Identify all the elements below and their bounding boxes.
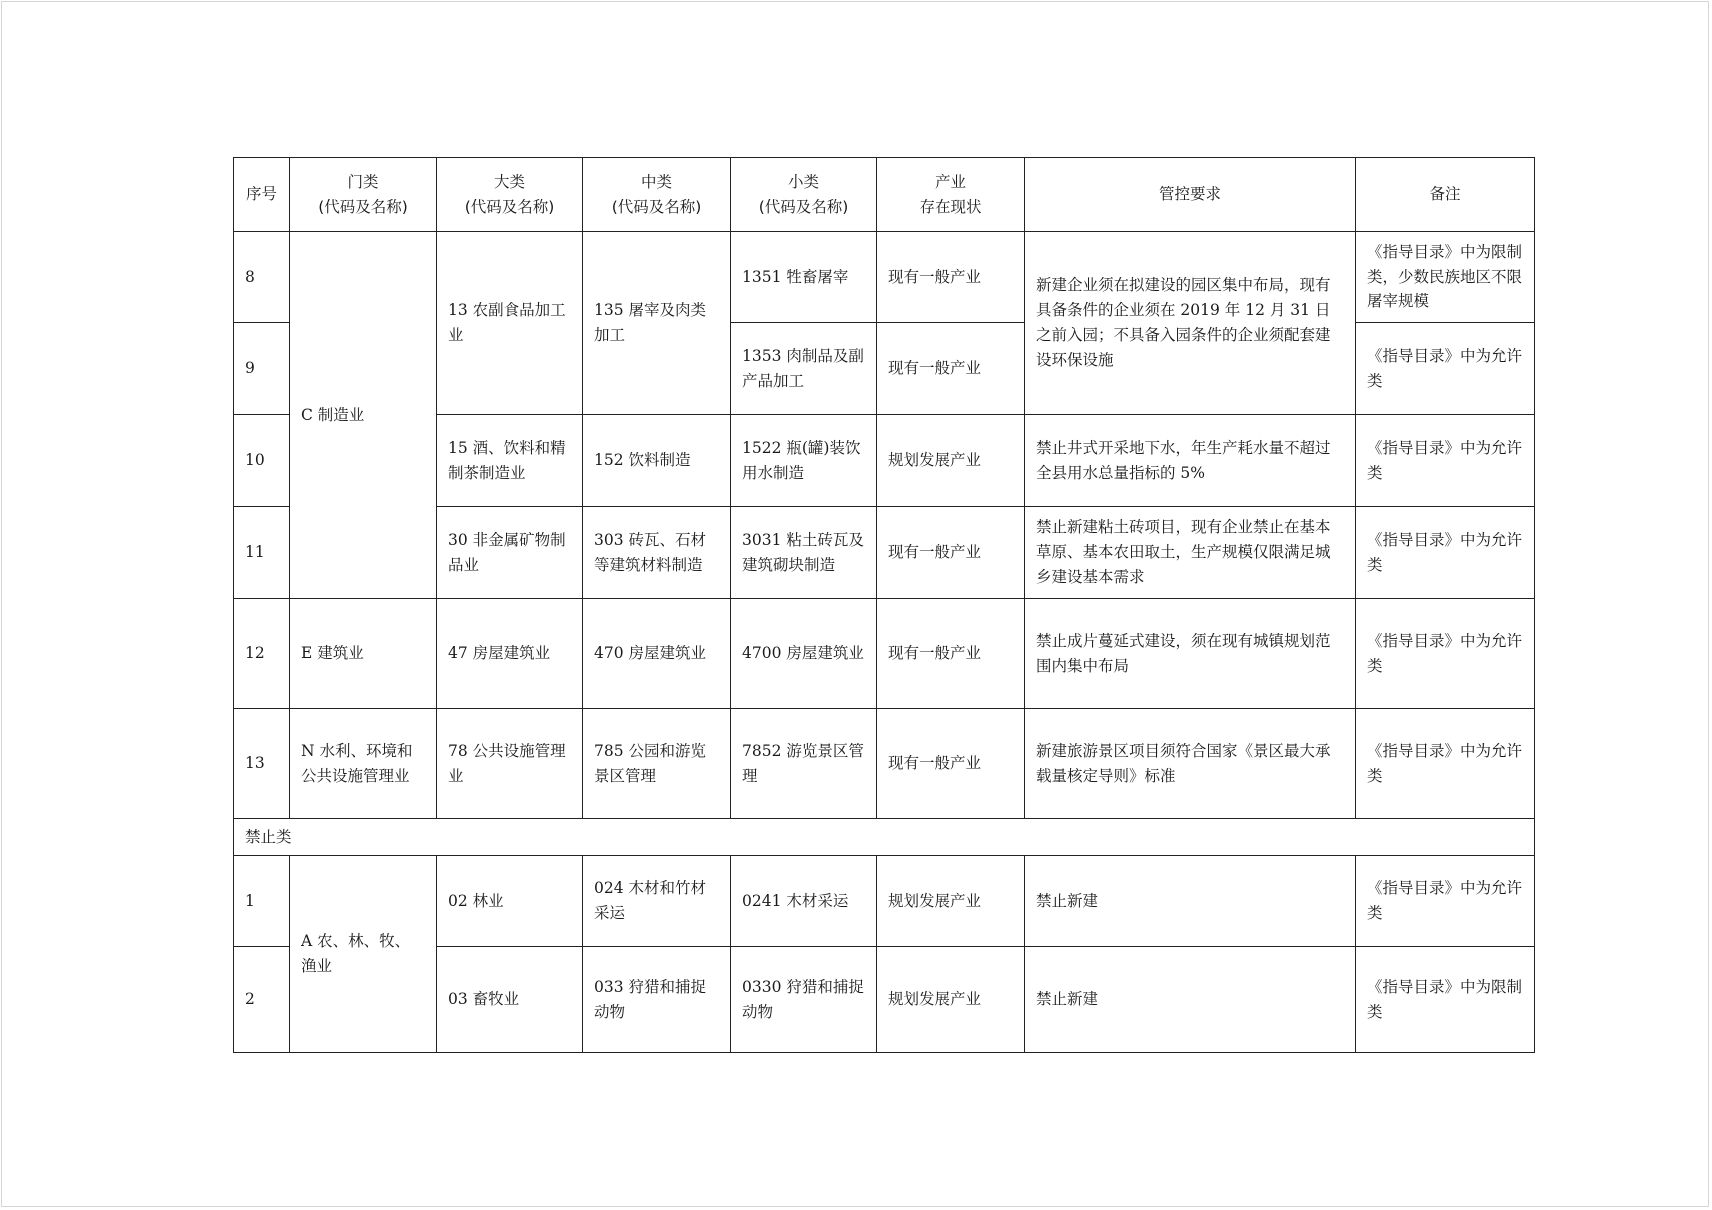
header-cell: 小类 (代码及名称)	[731, 158, 877, 232]
control-cell: 禁止新建	[1025, 856, 1356, 947]
dalei-cell: 15 酒、饮料和精制茶制造业	[437, 415, 583, 507]
note-cell: 《指导目录》中为允许类	[1356, 507, 1535, 599]
note-cell: 《指导目录》中为限制类，少数民族地区不限屠宰规模	[1356, 232, 1535, 323]
status-cell: 规划发展产业	[877, 415, 1025, 507]
menlei-cell: E 建筑业	[290, 599, 437, 709]
control-cell: 禁止新建粘土砖项目，现有企业禁止在基本草原、基本农田取土，生产规模仅限满足城乡建设基本需求	[1025, 507, 1356, 599]
xiaolei-cell: 1351 牲畜屠宰	[731, 232, 877, 323]
note-cell: 《指导目录》中为允许类	[1356, 599, 1535, 709]
control-cell: 禁止成片蔓延式建设，须在现有城镇规划范围内集中布局	[1025, 599, 1356, 709]
header-cell: 序号	[234, 158, 290, 232]
header-cell: 管控要求	[1025, 158, 1356, 232]
row-number: 9	[234, 323, 290, 415]
xiaolei-cell: 0330 狩猎和捕捉动物	[731, 947, 877, 1053]
menlei-cell: C 制造业	[290, 232, 437, 599]
header-cell: 备注	[1356, 158, 1535, 232]
table-row	[234, 856, 1535, 947]
note-cell: 《指导目录》中为允许类	[1356, 415, 1535, 507]
status-cell: 现有一般产业	[877, 232, 1025, 323]
row-number: 12	[234, 599, 290, 709]
row-number: 10	[234, 415, 290, 507]
xiaolei-cell: 3031 粘土砖瓦及建筑砌块制造	[731, 507, 877, 599]
header-cell: 中类 (代码及名称)	[583, 158, 731, 232]
row-number: 1	[234, 856, 290, 947]
section-row	[234, 819, 1535, 856]
control-cell: 禁止新建	[1025, 947, 1356, 1053]
zhonglei-cell: 033 狩猎和捕捉动物	[583, 947, 731, 1053]
table-row	[234, 709, 1535, 819]
control-cell: 禁止井式开采地下水，年生产耗水量不超过全县用水总量指标的 5%	[1025, 415, 1356, 507]
section-title: 禁止类	[234, 819, 1535, 856]
status-cell: 现有一般产业	[877, 709, 1025, 819]
zhonglei-cell: 470 房屋建筑业	[583, 599, 731, 709]
header-cell: 门类 (代码及名称)	[290, 158, 437, 232]
dalei-cell: 03 畜牧业	[437, 947, 583, 1053]
status-cell: 现有一般产业	[877, 323, 1025, 415]
note-cell: 《指导目录》中为允许类	[1356, 856, 1535, 947]
menlei-cell: A 农、林、牧、渔业	[290, 856, 437, 1053]
dalei-cell: 30 非金属矿物制品业	[437, 507, 583, 599]
dalei-cell: 02 林业	[437, 856, 583, 947]
table-row	[234, 599, 1535, 709]
menlei-cell: N 水利、环境和公共设施管理业	[290, 709, 437, 819]
zhonglei-cell: 303 砖瓦、石材等建筑材料制造	[583, 507, 731, 599]
industry-catalog-table	[233, 157, 1535, 1053]
note-cell: 《指导目录》中为限制类	[1356, 947, 1535, 1053]
dalei-cell: 78 公共设施管理业	[437, 709, 583, 819]
row-number: 11	[234, 507, 290, 599]
table-header-row	[234, 158, 1535, 232]
zhonglei-cell: 135 屠宰及肉类加工	[583, 232, 731, 415]
dalei-cell: 13 农副食品加工业	[437, 232, 583, 415]
header-cell: 大类 (代码及名称)	[437, 158, 583, 232]
status-cell: 规划发展产业	[877, 856, 1025, 947]
xiaolei-cell: 4700 房屋建筑业	[731, 599, 877, 709]
note-cell: 《指导目录》中为允许类	[1356, 709, 1535, 819]
xiaolei-cell: 0241 木材采运	[731, 856, 877, 947]
zhonglei-cell: 785 公园和游览景区管理	[583, 709, 731, 819]
status-cell: 现有一般产业	[877, 599, 1025, 709]
row-number: 8	[234, 232, 290, 323]
control-cell: 新建企业须在拟建设的园区集中布局，现有具备条件的企业须在 2019 年 12 月 31 日之前入园；不具备入园条件的企业须配套建设环保设施	[1025, 232, 1356, 415]
table-row	[234, 232, 1535, 323]
zhonglei-cell: 152 饮料制造	[583, 415, 731, 507]
dalei-cell: 47 房屋建筑业	[437, 599, 583, 709]
status-cell: 规划发展产业	[877, 947, 1025, 1053]
status-cell: 现有一般产业	[877, 507, 1025, 599]
row-number: 2	[234, 947, 290, 1053]
control-cell: 新建旅游景区项目须符合国家《景区最大承载量核定导则》标准	[1025, 709, 1356, 819]
xiaolei-cell: 1522 瓶(罐)装饮用水制造	[731, 415, 877, 507]
xiaolei-cell: 7852 游览景区管理	[731, 709, 877, 819]
note-cell: 《指导目录》中为允许类	[1356, 323, 1535, 415]
xiaolei-cell: 1353 肉制品及副产品加工	[731, 323, 877, 415]
zhonglei-cell: 024 木材和竹材采运	[583, 856, 731, 947]
row-number: 13	[234, 709, 290, 819]
header-cell: 产业 存在现状	[877, 158, 1025, 232]
